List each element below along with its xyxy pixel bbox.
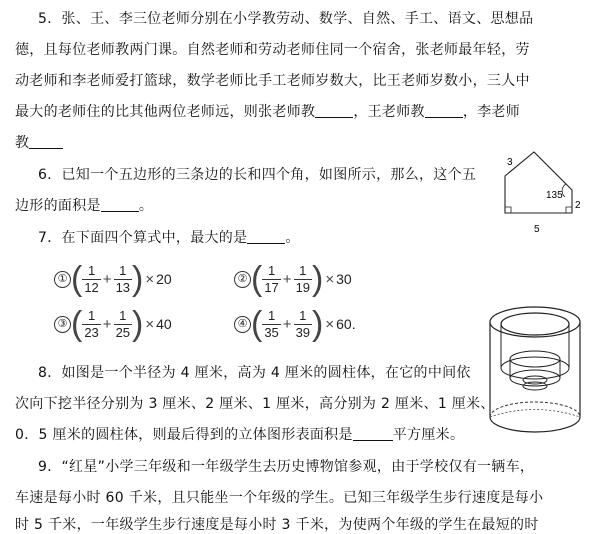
expression-2: ② ( $\frac{1}{17}$ + $\frac{1}{19}$ ) × 30 [234,262,352,296]
q9-line-1: 9．“红星”小学三年级和一年级学生去历史博物馆参观，由于学校仅有一辆车， [38,459,535,475]
pentagon-right-angle-right [566,207,572,213]
q6-line-2-text-a: 边形的面积是 [15,198,101,214]
pentagon-label-top: 3 [507,157,513,168]
outer-top-ellipse [490,307,580,337]
q5-line-1: 5．张、王、李三位老师分别在小学教劳动、数学、自然、手工、语文、思想品 [38,11,534,27]
expression-3-fraction-a: $\frac{1}{23}$ [84,307,99,340]
q8-line-1: 8．如图是一个半径为 4 厘米，高为 4 厘米的圆柱体，在它的中间依 [38,365,471,381]
expression-1-fraction-b: $\frac{1}{13}$ [115,262,131,295]
q9-line-3: 时 5 千米，一年级学生步行速度是每小时 3 千米，为使两个年级的学生在最短的时 [15,517,539,533]
q7-line-1-text-b: 。 [285,230,300,246]
cylinder-figure [484,292,586,452]
q6-line-1: 6．已知一个五边形的三条边的长和四个角，如图所示，那么，这个五 [38,167,477,183]
q5-line-4 [15,103,520,121]
pentagon-label-bottom: 5 [534,224,540,235]
q8-line-3-text-b: 平方厘米。 [392,427,465,443]
q5-line-3: 动老师和李老师爱打篮球，数学老师比手工老师岁数大，比王老师岁数小，三人中 [15,73,530,89]
q7-line-1 [38,229,300,247]
expression-4-label: ④ [234,316,251,333]
q7-line-1-text-a: 7．在下面四个算式中，最大的是 [38,230,248,246]
outer-bottom-front [490,417,580,432]
q6-line-2-text-b: 。 [138,198,154,214]
q7-answer-blank[interactable] [247,229,285,244]
q5-line-4-text-b: ，王老师教 [353,104,425,120]
expression-4: ④ ( $\frac{1}{35}$ + $\frac{1}{39}$ ) × 60. [234,307,356,341]
q9-line-2: 车速是每小时 60 千米，且只能坐一个年级的学生。已知三年级学生步行速度是每小 [15,490,544,506]
expression-1-fraction-a: $\frac{1}{12}$ [84,262,99,295]
q8-answer-blank[interactable] [353,426,393,441]
q5-line-5 [15,134,63,152]
expression-1: ① ( $\frac{1}{12}$ + $\frac{1}{13}$ ) × 20 [54,262,172,296]
pentagon-right-angle-left [505,207,511,213]
q6-line-2 [15,197,153,215]
expression-2-fraction-b: $\frac{1}{19}$ [295,262,311,295]
expression-3: ③ ( $\frac{1}{23}$ + $\frac{1}{25}$ ) × 40 [54,307,172,341]
pentagon-label-right: 2 [575,200,581,211]
q6-answer-blank[interactable] [101,197,139,212]
pentagon-shape [505,152,572,213]
q8-line-3-text-a: 0．5 厘米的圆柱体，则最后得到的立体图形表面积是 [15,427,353,443]
pentagon-figure [495,140,590,240]
pentagon-angle-arc [562,184,566,197]
expression-3-label: ③ [54,316,71,333]
q8-line-2: 次向下挖半径分别为 3 厘米、2 厘米、1 厘米，高分别为 2 厘米、1 厘米、 [15,396,495,412]
outer-bottom-dashed [490,410,580,418]
q8-line-3 [15,426,464,444]
expression-2-fraction-a: $\frac{1}{17}$ [264,262,279,295]
q5-line-2: 德，且每位老师教两门课。自然老师和劳动老师住同一个宿舍，张老师最年轻，劳 [15,42,530,58]
hole-1-top-ellipse [501,313,569,335]
expression-4-fraction-a: $\frac{1}{35}$ [264,307,279,340]
expression-4-fraction-b: $\frac{1}{39}$ [295,307,311,340]
expression-3-fraction-b: $\frac{1}{25}$ [115,307,131,340]
q5-blank-zhang[interactable] [315,103,353,118]
expression-1-label: ① [54,271,71,288]
q5-line-4-text-c: ，李老师 [462,104,521,120]
q5-line-5-text: 教 [15,135,30,151]
q5-line-4-text-a: 最大的老师住的比其他两位老师远，则张老师教 [15,104,316,120]
pentagon-label-angle: 135 [546,190,563,201]
expression-2-label: ② [234,271,251,288]
q5-blank-li[interactable] [29,134,63,149]
q5-blank-wang[interactable] [425,103,463,118]
